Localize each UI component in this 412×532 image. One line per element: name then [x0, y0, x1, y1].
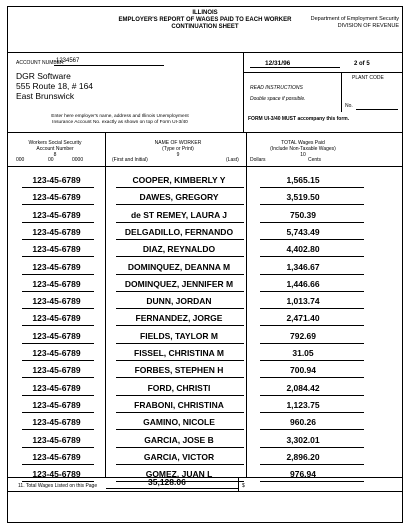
worker-name-cell: de ST REMEY, LAURA J: [130, 209, 228, 220]
table-row: [8, 327, 403, 344]
dollar-sign: $: [242, 483, 245, 489]
account-number-value: 1234567: [56, 58, 80, 64]
worker-name-cell: FORBES, STEPHEN H: [134, 365, 224, 376]
read-instructions: READ INSTRUCTIONS: [250, 85, 303, 91]
form-accompany-note: FORM UI-3/40 MUST accompany this form.: [248, 116, 350, 122]
report-date: 12/31/96: [265, 60, 291, 67]
table-row: [8, 258, 403, 275]
wages-cell: 1,346.67: [286, 261, 320, 272]
ssn-cell: 123-45-6789: [32, 209, 81, 220]
employer-name: DGR Software: [16, 71, 71, 81]
page-indicator: 2 of 5: [354, 61, 370, 67]
employer-instructions-2: Insurance Account No. exactly as shown on top of Form UI-3/40: [52, 120, 188, 125]
header-top-rule: [7, 132, 403, 133]
wages-cell: 1,565.15: [286, 175, 320, 185]
table-row: [8, 431, 403, 448]
ssn-cell: 123-45-6789: [32, 261, 81, 272]
date-divider: [243, 72, 403, 73]
total-wages-label: 11. Total Wages Listed on this Page: [18, 483, 98, 489]
ssn-cell: 123-45-6789: [32, 226, 81, 237]
row-underline: [22, 481, 94, 482]
wages-cell: 3,302.01: [286, 434, 320, 445]
ssn-cell: 123-45-6789: [32, 244, 81, 255]
employer-instructions-1: Enter here employer's name, address and Illinois Unemployment: [51, 114, 189, 119]
worker-name-cell: FIELDS, TAYLOR M: [140, 330, 218, 341]
wages-cell: 2,896.20: [286, 451, 320, 462]
wages-cell: 3,519.50: [286, 192, 320, 203]
wages-header-2: (Include Non-Taxable Wages): [270, 146, 336, 152]
ssn-cell: 123-45-6789: [32, 192, 81, 203]
wages-cell: 960.26: [290, 417, 316, 428]
worker-name-cell: GOMEZ, JUAN L: [145, 469, 213, 480]
footer-top-rule: [7, 477, 403, 478]
table-row: [8, 292, 403, 309]
plant-code-label: PLANT CODE: [352, 75, 384, 81]
name-last-label: (Last): [226, 157, 239, 163]
worker-name-cell: DUNN, JORDAN: [146, 296, 212, 307]
form-title: EMPLOYER'S REPORT OF WAGES PAID TO EACH WORKER: [118, 17, 292, 23]
footer-bottom-rule: [7, 491, 403, 492]
table-row: [8, 206, 403, 223]
wages-cell: 1,446.66: [286, 278, 320, 289]
worker-name-cell: DELGADILLO, FERNANDO: [124, 226, 234, 237]
wages-col-number: 10: [300, 152, 306, 158]
ssn-cell: 123-45-6789: [32, 469, 81, 480]
wages-cell: 976.94: [290, 469, 316, 480]
worker-name-cell: GARCIA, JOSE B: [144, 434, 214, 445]
ssn-cell: 123-45-6789: [32, 348, 81, 358]
ssn-cell: 123-45-6789: [32, 417, 81, 428]
wages-cell: 750.39: [290, 209, 316, 220]
ssn-cell: 123-45-6789: [32, 313, 81, 324]
employer-address: 555 Route 18, # 164: [16, 81, 94, 91]
worker-name-cell: GAMINO, NICOLE: [143, 417, 215, 428]
wages-cell: 4,402.80: [286, 244, 320, 255]
plant-no-underline: [356, 109, 398, 110]
state-title: ILLINOIS: [192, 10, 218, 16]
account-underline: [54, 65, 164, 66]
wages-cents-label: Cents: [308, 157, 322, 163]
footer-divider: [238, 477, 239, 491]
account-number-label: ACCOUNT NUMBER: [16, 60, 64, 66]
ssn-cell: 123-45-6789: [32, 382, 81, 393]
ssn-col-number: 8: [53, 152, 57, 158]
worker-name-cell: DIAZ, REYNALDO: [142, 244, 216, 255]
table-row: [8, 223, 403, 240]
table-row: [8, 275, 403, 292]
department-name: Department of Employment Security: [310, 16, 399, 22]
row-underline: [260, 481, 364, 482]
wages-cell: 2,471.40: [286, 313, 320, 324]
ssn-header-1: Workers Social Security: [28, 140, 82, 146]
wages-cell: 792.69: [290, 330, 316, 341]
double-space-note: Double space if possible.: [250, 96, 306, 102]
worker-name-cell: DOMINQUEZ, DEANNA M: [127, 261, 231, 272]
ssn-cell: 123-45-6789: [32, 365, 81, 376]
top-divider: [7, 52, 403, 53]
plant-code-border: [341, 72, 342, 112]
name-header-1: NAME OF WORKER: [154, 140, 202, 146]
plant-no-label: No.: [345, 103, 353, 109]
ssn-segment-1: 000: [16, 157, 25, 163]
worker-name-cell: FISSEL, CHRISTINA M: [134, 348, 224, 358]
division-name: DIVISION OF REVENUE: [337, 23, 399, 29]
worker-name-cell: FERNANDEZ, JORGE: [135, 313, 223, 324]
date-underline: [250, 67, 340, 68]
ssn-cell: 123-45-6789: [32, 296, 81, 307]
ssn-header-2: Account Number: [36, 146, 74, 152]
ssn-cell: 123-45-6789: [32, 330, 81, 341]
table-row: [8, 188, 403, 205]
ssn-segment-3: 0000: [72, 157, 84, 163]
table-row: [8, 448, 403, 465]
wages-cell: 1,013.74: [286, 296, 320, 307]
table-row: [8, 171, 403, 188]
worker-name-cell: DOMINQUEZ, JENNIFER M: [124, 278, 234, 289]
worker-name-cell: GARCIA, VICTOR: [143, 451, 215, 462]
worker-name-cell: FORD, CHRISTI: [147, 382, 211, 393]
table-row: [8, 309, 403, 326]
wages-dollars-label: Dollars: [250, 157, 266, 163]
table-row: [8, 344, 403, 361]
ssn-cell: 123-45-6789: [32, 278, 81, 289]
ssn-cell: 123-45-6789: [32, 434, 81, 445]
wages-cell: 5,743.49: [286, 226, 320, 237]
form-subtitle: CONTINUATION SHEET: [171, 24, 239, 30]
header-bottom-rule: [7, 166, 403, 167]
name-col-number: 9: [176, 152, 180, 158]
worker-name-cell: COOPER, KIMBERLY Y: [132, 175, 226, 185]
wages-cell: 31.05: [292, 348, 314, 358]
table-row: [8, 379, 403, 396]
wages-cell: 700.94: [290, 365, 316, 376]
table-row: [8, 240, 403, 257]
wages-cell: 2,084.42: [286, 382, 320, 393]
ssn-cell: 123-45-6789: [32, 451, 81, 462]
ssn-segment-2: 00: [48, 157, 54, 163]
name-first-label: (First and Initial): [112, 157, 148, 163]
ssn-cell: 123-45-6789: [32, 175, 81, 185]
wages-cell: 1,123.75: [286, 399, 320, 410]
table-row: [8, 465, 403, 482]
table-row: [8, 361, 403, 378]
table-row: [8, 396, 403, 413]
worker-name-cell: DAWES, GREGORY: [139, 192, 219, 203]
worker-name-cell: FRABONI, CHRISTINA: [134, 399, 224, 410]
wages-header-1: TOTAL Wages Paid: [281, 140, 325, 146]
total-wages-value: 35,128.06: [148, 477, 186, 487]
table-row: [8, 413, 403, 430]
total-underline: [106, 488, 238, 489]
ssn-cell: 123-45-6789: [32, 399, 81, 410]
employer-city: East Brunswick: [16, 91, 75, 101]
name-header-2: (Type or Print): [162, 146, 194, 152]
right-panel-border: [243, 52, 244, 132]
